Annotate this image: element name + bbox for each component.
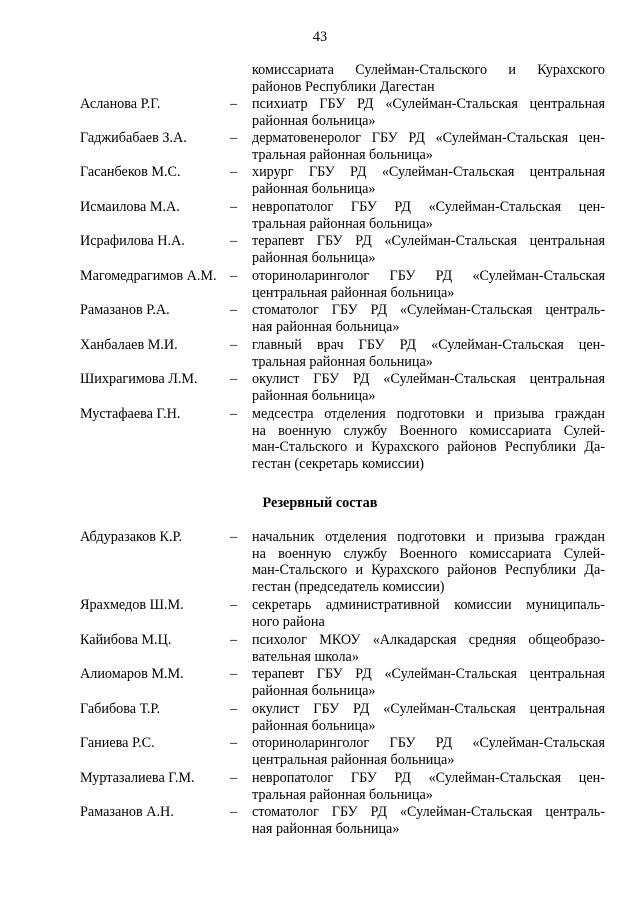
description-line: психолог МКОУ «Алкадарская средняя общеобразо- <box>252 632 605 648</box>
dash-separator: – <box>230 735 238 751</box>
description-line: тральная районная больница» <box>252 146 433 163</box>
description-line: ная районная больница» <box>252 318 400 335</box>
description-line: оториноларинголог ГБУ РД «Сулейман-Стальская <box>252 268 605 284</box>
member-description <box>252 164 605 197</box>
member-name: Ханбалаев М.И. <box>80 337 178 353</box>
member-description <box>252 529 605 595</box>
description-line: гестан (председатель комиссии) <box>252 578 445 595</box>
dash-separator: – <box>230 337 238 353</box>
dash-separator: – <box>230 666 238 682</box>
description-line: дерматовенеролог ГБУ РД «Сулейман-Стальская цен- <box>252 130 605 146</box>
description-line: тральная районная больница» <box>252 786 433 803</box>
member-name: Рамазанов Р.А. <box>80 302 170 318</box>
member-description <box>252 597 605 630</box>
member-name: Шихрагимова Л.М. <box>80 371 198 387</box>
description-line: ман-Стальского и Курахского районов Республики Да- <box>252 562 605 579</box>
continuation-description <box>252 62 605 95</box>
dash-separator: – <box>230 597 238 613</box>
dash-separator: – <box>230 302 238 318</box>
description-line: секретарь административной комиссии муниципаль- <box>252 597 605 613</box>
description-line: стоматолог ГБУ РД «Сулейман-Стальская централь- <box>252 302 605 318</box>
dash-separator: – <box>230 632 238 648</box>
description-line: психиатр ГБУ РД «Сулейман-Стальская центральная <box>252 96 605 112</box>
description-line: оториноларинголог ГБУ РД «Сулейман-Стальская <box>252 735 605 751</box>
description-line: стоматолог ГБУ РД «Сулейман-Стальская централь- <box>252 804 605 820</box>
description-line: терапевт ГБУ РД «Сулейман-Стальская центральная <box>252 666 605 682</box>
description-line: районная больница» <box>252 682 376 699</box>
description-line: вательная школа» <box>252 648 359 665</box>
dash-separator: – <box>230 96 238 112</box>
description-line: на военную службу Военного комиссариата Сулей- <box>252 545 605 562</box>
member-description <box>252 233 605 266</box>
description-line: хирург ГБУ РД «Сулейман-Стальская центральная <box>252 164 605 180</box>
member-description <box>252 337 605 370</box>
dash-separator: – <box>230 529 238 545</box>
member-description <box>252 804 605 837</box>
member-description <box>252 130 605 163</box>
description-line: комиссариата Сулейман-Стальского и Курахского <box>252 62 605 78</box>
member-description <box>252 302 605 335</box>
member-description <box>252 632 605 665</box>
dash-separator: – <box>230 233 238 249</box>
member-name: Гасанбеков М.С. <box>80 164 181 180</box>
page-number: 43 <box>312 29 328 45</box>
member-name: Магомедрагимов А.М. <box>80 268 217 284</box>
description-line: ная районная больница» <box>252 820 400 837</box>
dash-separator: – <box>230 406 238 422</box>
member-name: Мустафаева Г.Н. <box>80 406 181 422</box>
description-line: районная больница» <box>252 180 376 197</box>
member-description <box>252 735 605 768</box>
member-name: Ганиева Р.С. <box>80 735 155 751</box>
description-line: гестан (секретарь комиссии) <box>252 455 425 472</box>
member-description <box>252 96 605 129</box>
dash-separator: – <box>230 268 238 284</box>
member-name: Габибова Т.Р. <box>80 701 161 717</box>
description-line: ман-Стальского и Курахского районов Республики Да- <box>252 439 605 456</box>
description-line: медсестра отделения подготовки и призыва граждан <box>252 406 605 422</box>
dash-separator: – <box>230 199 238 215</box>
description-line: невропатолог ГБУ РД «Сулейман-Стальская цен- <box>252 770 605 786</box>
description-line: окулист ГБУ РД «Сулейман-Стальская центральная <box>252 371 605 387</box>
description-line: тральная районная больница» <box>252 215 433 232</box>
description-line: терапевт ГБУ РД «Сулейман-Стальская центральная <box>252 233 605 249</box>
description-line: невропатолог ГБУ РД «Сулейман-Стальская цен- <box>252 199 605 215</box>
member-name: Кайибова М.Ц. <box>80 632 172 648</box>
dash-separator: – <box>230 130 238 146</box>
description-line: начальник отделения подготовки и призыва граждан <box>252 529 605 545</box>
member-description <box>252 701 605 734</box>
member-name: Ярахмедов Ш.М. <box>80 597 184 613</box>
member-description <box>252 770 605 803</box>
description-line: районов Республики Дагестан <box>252 78 435 95</box>
member-name: Асланова Р.Г. <box>80 96 161 112</box>
reserve-heading: Резервный состав <box>262 495 378 511</box>
description-line: ного района <box>252 613 325 630</box>
member-description <box>252 199 605 232</box>
member-description <box>252 666 605 699</box>
member-name: Муртазалиева Г.М. <box>80 770 195 786</box>
member-name: Исрафилова Н.А. <box>80 233 185 249</box>
member-description <box>252 406 605 472</box>
dash-separator: – <box>230 770 238 786</box>
description-line: центральная районная больница» <box>252 751 455 768</box>
member-description <box>252 371 605 404</box>
dash-separator: – <box>230 164 238 180</box>
dash-separator: – <box>230 371 238 387</box>
description-line: на военную службу Военного комиссариата Сулей- <box>252 422 605 439</box>
description-line: районная больница» <box>252 112 376 129</box>
description-line: окулист ГБУ РД «Сулейман-Стальская центральная <box>252 701 605 717</box>
description-line: районная больница» <box>252 249 376 266</box>
dash-separator: – <box>230 701 238 717</box>
description-line: районная больница» <box>252 717 376 734</box>
member-name: Рамазанов А.Н. <box>80 804 174 820</box>
member-name: Алиомаров М.М. <box>80 666 184 682</box>
member-name: Исмаилова М.А. <box>80 199 180 215</box>
member-name: Абдуразаков К.Р. <box>80 529 183 545</box>
description-line: районная больница» <box>252 387 376 404</box>
description-line: тральная районная больница» <box>252 353 433 370</box>
member-name: Гаджибабаев З.А. <box>80 130 187 146</box>
member-description <box>252 268 605 301</box>
description-line: главный врач ГБУ РД «Сулейман-Стальская цен- <box>252 337 605 353</box>
description-line: центральная районная больница» <box>252 284 455 301</box>
dash-separator: – <box>230 804 238 820</box>
